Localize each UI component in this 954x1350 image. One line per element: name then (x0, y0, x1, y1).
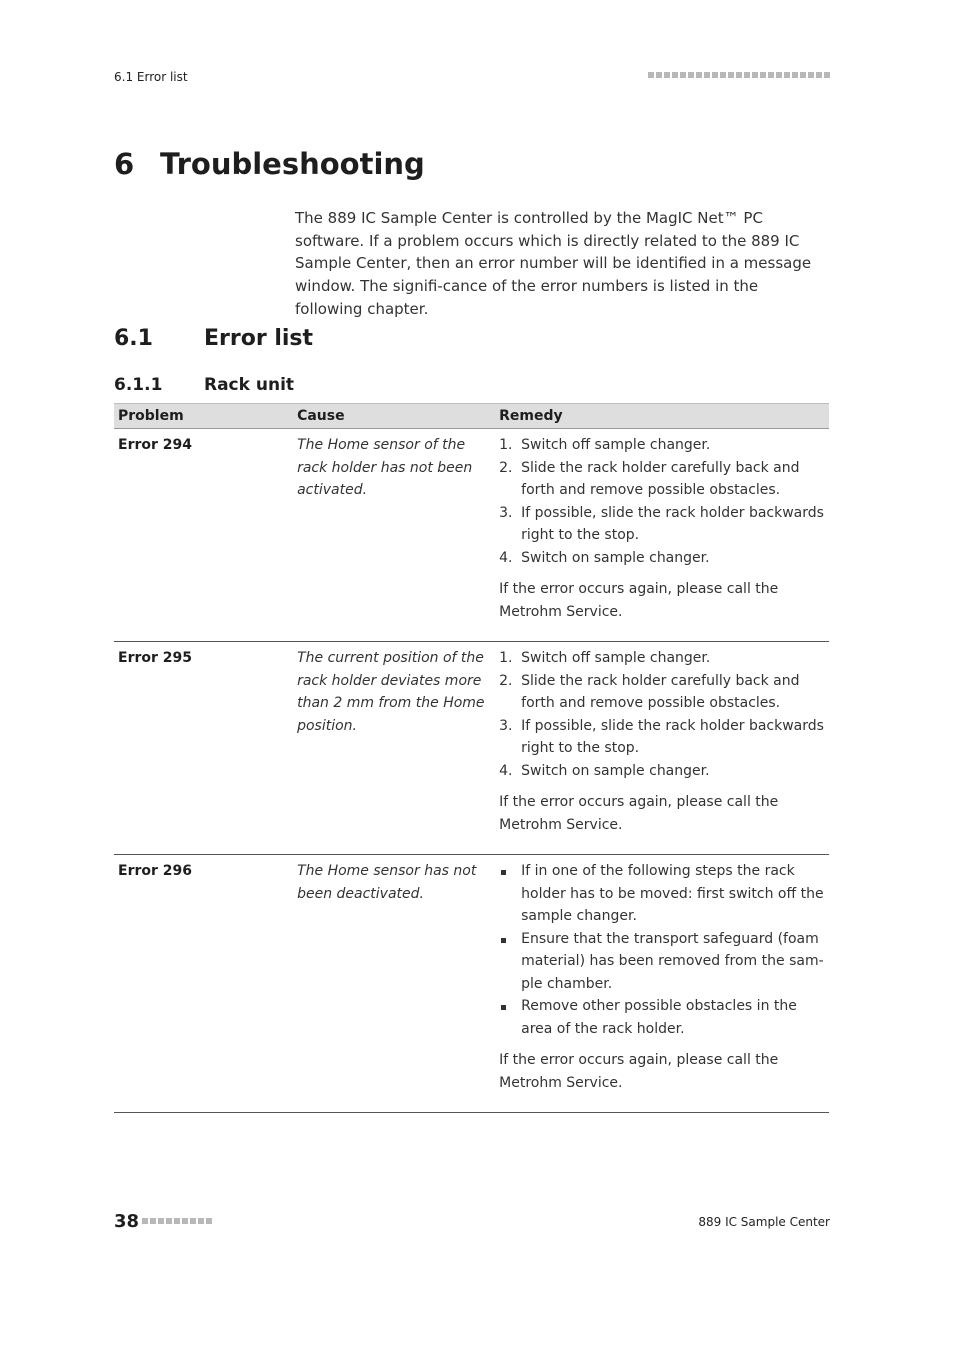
section-number: 6.1 (114, 326, 153, 351)
subsection-title: Rack unit (204, 375, 295, 395)
remedy-step: 3. If possible, slide the rack holder backwards right to the stop. (499, 717, 824, 756)
running-header-section: 6.1 Error list (114, 70, 188, 84)
section-heading (114, 326, 313, 351)
subsection-number: 6.1.1 (114, 375, 163, 395)
subsection-heading (114, 375, 294, 395)
remedy-step: 1. Switch off sample changer. (499, 437, 711, 453)
problem-cell: Error 295 (114, 642, 293, 855)
remedy-bullet: If in one of the following steps the rack holder has to be moved: first switch off the sample changer. (499, 860, 825, 928)
footer-product-name: 889 IC Sample Center (698, 1215, 830, 1229)
intro-text: The 889 IC Sample Center is controlled by the MagIC Net™ PC software. If a problem occurs which is directly related to the 889 IC Sample Center, then an error number will be identified in a message window. The signifi-cance of the error numbers is listed in the following chapter. (295, 209, 812, 318)
bullet-icon (501, 938, 506, 943)
remedy-cell (495, 642, 829, 855)
remedy-step: 1. Switch off sample changer. (499, 650, 711, 666)
bullet-icon (501, 870, 506, 875)
remedy-cell (495, 429, 829, 642)
cause-cell: The current position of the rack holder deviates more than 2 mm from the Home position. (293, 642, 495, 855)
remedy-steps (499, 434, 825, 569)
section-title: Error list (204, 326, 314, 351)
remedy-step: 2. Slide the rack holder carefully back and forth and remove possible obstacles. (499, 459, 800, 498)
header-decoration-dots (648, 72, 830, 79)
remedy-steps (499, 647, 825, 782)
column-header-remedy: Remedy (495, 404, 829, 429)
cause-cell: The Home sensor has not been deactivated. (293, 855, 495, 1113)
table-row (114, 642, 829, 855)
remedy-bullet: Ensure that the transport safeguard (foam material) has been removed from the sam-ple chamber. (499, 928, 825, 996)
bullet-icon (501, 1005, 506, 1010)
footer-decoration-dots (142, 1218, 212, 1224)
remedy-bullets (499, 860, 825, 1040)
remedy-step: 4. Switch on sample changer. (499, 762, 710, 779)
table-header-row (114, 404, 829, 429)
page-number: 38 (114, 1211, 140, 1232)
remedy-bullet: Remove other possible obstacles in the area of the rack holder. (499, 995, 825, 1040)
remedy-note: If the error occurs again, please call the Metrohm Service. (499, 794, 779, 833)
error-table (114, 403, 829, 1113)
chapter-title: Troubleshooting (160, 147, 425, 181)
chapter-number: 6 (114, 147, 135, 181)
remedy-step: 4. Switch on sample changer. (499, 549, 710, 566)
remedy-cell (495, 855, 829, 1113)
column-header-cause: Cause (293, 404, 495, 429)
table-row (114, 429, 829, 642)
remedy-step: 3. If possible, slide the rack holder backwards right to the stop. (499, 504, 824, 543)
cause-cell: The Home sensor of the rack holder has not been activated. (293, 429, 495, 642)
remedy-note: If the error occurs again, please call the Metrohm Service. (499, 581, 779, 620)
column-header-problem: Problem (114, 404, 293, 429)
remedy-step: 2. Slide the rack holder carefully back and forth and remove possible obstacles. (499, 672, 800, 711)
problem-cell: Error 294 (114, 429, 293, 642)
problem-cell: Error 296 (114, 855, 293, 1113)
chapter-heading (114, 147, 425, 181)
intro-paragraph (295, 207, 825, 321)
table-row (114, 855, 829, 1113)
remedy-note: If the error occurs again, please call the Metrohm Service. (499, 1052, 779, 1091)
